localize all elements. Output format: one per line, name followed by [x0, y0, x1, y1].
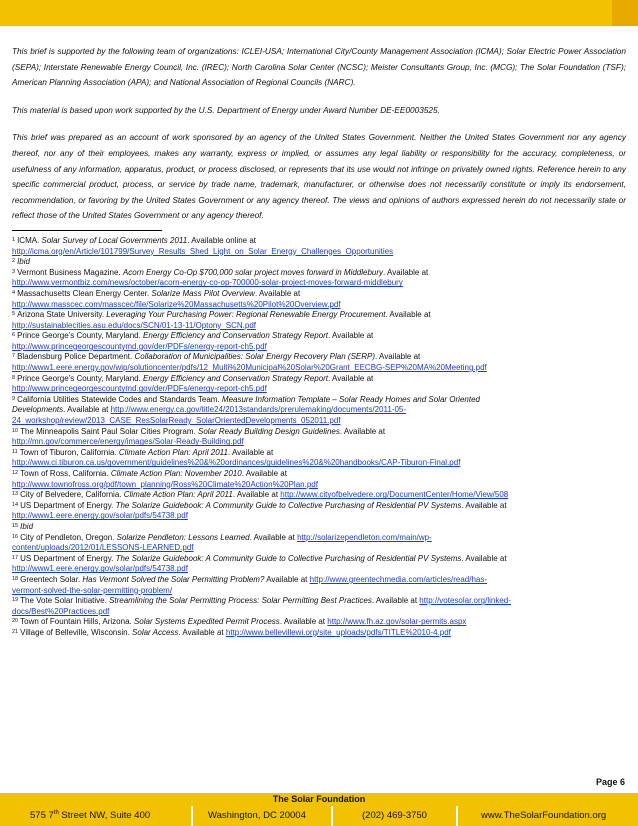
footer-website[interactable]: www.TheSolarFoundation.org — [481, 810, 607, 821]
footnote-5-link[interactable]: http://sustainablecities.asu.edu/docs/SCN/01-13-11/Optony_SCN.pdf — [12, 320, 256, 330]
footnote-7: $^7$ Bladensburg Police Department. Collaboration of Municipalities: Solar Energy Recovery Plan (SERP). Available at — [12, 352, 421, 362]
footnote-6: $^6$ Prince George’s County, Maryland. Energy Efficiency and Conservation Strategy Report. Available at — [12, 331, 374, 341]
footer-address: 575 7th Street NW, Suite 400 — [30, 810, 151, 822]
footnote-8: $^8$ Prince George’s County, Maryland. Energy Efficiency and Conservation Strategy Report. Available at — [12, 373, 374, 383]
footnote-13-link[interactable]: http://www.cityofbelvedere.org/DocumentCenter/Home/View/508 — [280, 490, 509, 500]
footer-divider — [331, 806, 333, 826]
footer-org-name: The Solar Foundation — [272, 794, 366, 804]
top-banner — [0, 0, 638, 26]
footnote-18-link-cont[interactable]: vermont-solved-the-solar-permitting-problem/ — [12, 585, 173, 595]
footer-bar — [0, 793, 638, 826]
footnote-20-link[interactable]: http://www.fh.az.gov/solar-permits.aspx — [327, 617, 467, 627]
footnote-8-link[interactable]: http://www.princegeorgescountymd.gov/der/PDFs/energy-report-ch5.pdf — [12, 384, 267, 394]
footer-city: Washington, DC 20004 — [208, 810, 306, 821]
footnote-16: $^{16}$ City of Pendleton, Oregon. Solarize Pendleton: Lessons Learned. Available at http://solarizependleton.com/main/wp- — [12, 532, 432, 542]
footnote-1-link[interactable]: http://icma.org/en/Article/101799/Survey_Results_Shed_Light_on_Solar_Energy_Challenges_Opportunities — [12, 246, 394, 256]
footnote-17-link[interactable]: http://www1.eere.energy.gov/solar/pdfs/54738.pdf — [12, 564, 188, 574]
footnote-15: $^{15}$ Ibid — [12, 521, 34, 531]
top-banner-cap — [612, 0, 638, 26]
footnote-19: $^{19}$ The Vote Solar Initiative. Streamlining the Solar Permitting Process: Solar Permitting Best Practices. Available at http://votesolar.org/linked- — [12, 596, 511, 606]
footnote-3: $^3$ Vermont Business Magazine. Acorn Energy Co-Op $700,000 solar project moves forward in Middlebury. Available at — [12, 267, 429, 277]
footnote-14: $^{14}$ US Department of Energy. The Solarize Guidebook: A Community Guide to Collective Purchasing of Residential PV Systems. Available at — [12, 500, 507, 510]
footnote-21: $^{21}$ Village of Belleville, Wisconsin. Solar Access. Available at http://www.bellevillewi.org/site_uploads/pdfs/TITLE%2010-4.pdf — [12, 627, 451, 637]
disclaimer-paragraph: This brief was prepared as an account of work sponsored by an agency of the United States Government. Neither the United States Government nor any agency thereof, nor any of their employees, makes any warranty, express or implied, or assumes any legal liability or responsibility for the accuracy, completeness, or usefulness of any information, apparatus, product, or process disclosed, or represents that its use would not infringe on privately owned rights. Reference herein to any specific commercial product, process, or service by trade name, trademark, manufacturer, or otherwise does not necessarily constitute or imply its endorsement, recommendation, or favoring by the United States Government or any agency thereof. The views and opinions of authors expressed herein do not necessarily state or reflect those of the United States Government or any agency thereof. — [12, 133, 626, 221]
page-number: Page 6 — [595, 777, 625, 787]
footnote-19-link[interactable]: http://votesolar.org/linked- — [419, 596, 511, 606]
footnote-11: $^{11}$ Town of Tiburon, California. Climate Action Plan: April 2011. Available at — [12, 447, 274, 457]
footnote-21-link[interactable]: http://www.bellevillewi.org/site_uploads/pdfs/TITLE%2010-4.pdf — [225, 627, 451, 637]
footnote-16-link-cont[interactable]: content/uploads/2012/01/LESSONS-LEARNED.pdf — [12, 543, 194, 553]
footnote-10-link[interactable]: http://mn.gov/commerce/energy/images/Solar-Ready-Building.pdf — [12, 437, 244, 447]
footnote-13: $^{13}$ City of Belvedere, California. Climate Action Plan: April 2011. Available at http://www.cityofbelvedere.org/DocumentCenter/Home/View/508 — [12, 490, 509, 500]
footnote-16-link[interactable]: http://solarizependleton.com/main/wp- — [297, 532, 432, 542]
footnote-9-link-cont[interactable]: 24_workshop/review/2013_CASE_ResSolarReady_SolarOrientedDevelopments_052011.pdf — [12, 416, 341, 426]
footnote-9-link[interactable]: http://www.energy.ca.gov/title24/2013standards/prerulemaking/documents/2011-05- — [110, 405, 407, 415]
footnote-divider — [12, 230, 162, 231]
footnote-1: $^1$ ICMA. Solar Survey of Local Governments 2011. Available online at — [12, 235, 257, 245]
footer-phone: (202) 469-3750 — [362, 810, 427, 821]
footnote-3-link[interactable]: http://www.vermontbiz.com/news/october/acorn-energy-co-op-700000-solar-project-moves-forward-middlebury — [12, 278, 403, 288]
footnote-12: $^{12}$ Town of Ross, California. Climate Action Plan: November 2010. Available at — [12, 469, 287, 478]
footnote-17: $^{17}$ US Department of Energy. The Solarize Guidebook: A Community Guide to Collective Purchasing of Residential PV Systems. Available at — [12, 553, 507, 563]
footnote-2: $^2$ Ibid — [12, 257, 30, 267]
footnote-7-link[interactable]: http://www1.eere.energy.gov/wip/solutioncenter/pdfs/12_Multi%20Municipal%20Solar%20Grant_EECBG-SEP%20MA%20Meeting.pdf — [12, 363, 487, 373]
footnote-6-link[interactable]: http://www.princegeorgescountymd.gov/der/PDFs/energy-report-ch5.pdf — [12, 341, 267, 351]
footnote-18-link[interactable]: http://www.greentechmedia.com/articles/read/has- — [309, 574, 488, 584]
footnote-9: $^9$ California Utilities Statewide Codes and Standards Team. Measure Information Template – Solar Ready Homes and Solar Oriented — [12, 394, 480, 404]
footnote-10: $^{10}$ The Minneapolis Saint Paul Solar Cities Program. Solar Ready Building Design Guidelines. Available at — [12, 426, 386, 436]
doe-award-paragraph: This material is based upon work supported by the U.S. Department of Energy under Award Number DE-EE0003525. — [12, 105, 440, 115]
support-paragraph: This brief is supported by the following team of organizations: ICLEI-USA; International City/County Management Association (ICMA); Solar Electric Power Association (SEPA); Interstate Renewable Energy Council, Inc. (IREC); North Carolina Solar Center (NCSC); Meister Consultants Group, Inc. (MCG); The Solar Foundation (TSF); American Planning Association (APA); and National Association of Regional Councils (NARC). — [12, 47, 626, 88]
footnote-5: $^5$ Arizona State University. Leveraging Your Purchasing Power: Regional Renewable Energy Procurement. Available at — [12, 310, 431, 320]
footnote-4: $^4$ Massachusetts Clean Energy Center. Solarize Mass Pilot Overview. Available at — [12, 288, 301, 298]
footnote-12-link[interactable]: http://www.townofross.org/pdf/town_planning/Ross%20Climate%20Action%20Plan.pdf — [12, 479, 318, 489]
footnote-4-link[interactable]: http://www.masscec.com/masscec/file/Solarize%20Massachusetts%20Pilot%20Overview.pdf — [12, 299, 341, 309]
footnote-11-link[interactable]: http://www.ci.tiburon.ca.us/government/guidelines%20&%20ordinances/guidelines%20&%20handbooks/CAP-Tiburon-Final.pdf — [12, 458, 461, 468]
footnote-list: $^1$ ICMA. Solar Survey of Local Governments 2011. Available online at http://icma.org/en/Article/101799/Survey_Results_Shed_Light_on_Solar_Energy_Challenges_Opportunities $^2$ Ibid $^3$ Vermont Business Magazine. Acorn Energy Co-Op $700,000 solar project moves forward in Middlebury. Available at http://www.vermontbiz.com/news/october/acorn-energy-co-op-700000-solar-project-moves-forward-middlebury $^4$ Massachusetts Clean Energy Center. Solarize Mass Pilot Overview. Available at http://www.masscec.com/masscec/file/Solarize%20Massachusetts%20Pilot%20Overview.pdf $^5$ Arizona State University. Leveraging Your Purchasing Power: Regional Renewable Energy Procurement. Available at http://sustainablecities.asu.edu/docs/SCN/01-13-11/Optony_SCN.pdf $^6$ Prince George’s County, Maryland. Energy Efficiency and Conservation Strategy Report. Available at http://www.princegeorgescountymd.gov/der/PDFs/energy-report-ch5.pdf $^7$ Bladensburg Police Department. Collaboration of Municipalities: Solar Energy Recovery Plan (SERP). Available at http://www1.eere.energy.gov/wip/solutioncenter/pdfs/12_Multi%20Municipal%20Solar%20Grant_EECBG-SEP%20MA%20Meeting.pdf $^8$ Prince George’s County, Maryland. Energy Efficiency and Conservation Strategy Report. Available at http://www.princegeorgescountymd.gov/der/PDFs/energy-report-ch5.pdf $^9$ California Utilities Statewide Codes and Standards Team. Measure Information Template – Solar Ready Homes and Solar Oriented Developments. Available at http://www.energy.ca.gov/title24/2013standards/prerulemaking/documents/2011-05- 24_workshop/review/2013_CASE_ResSolarReady_SolarOrientedDevelopments_052011.pdf $^{10}$ The Minneapolis Saint Paul Solar Cities Program. Solar Ready Building Design Guidelines. Available at http://mn.gov/commerce/energy/images/Solar-Ready-Building.pdf $^{11}$ Town of Tiburon, California. Climate Action Plan: April 2011. Available at http://www.ci.tiburon.ca.us/government/guidelines%20&%20ordinances/guidelines%20&%20handbooks/CAP-Tiburon-Final.pdf $^{12}$ Town of Ross, California. Climate Action Plan: November 2010. Available at http://www.townofross.org/pdf/town_planning/Ross%20Climate%20Action%20Plan.pdf $^{13}$ City of Belvedere, California. Climate Action Plan: April 2011. Available at http://www.cityofbelvedere.org/DocumentCenter/Home/View/508 $^{14}$ US Department of Energy. The Solarize Guidebook: A Community Guide to Collective Purchasing of Residential PV Systems. Available at http://www1.eere.energy.gov/solar/pdfs/54738.pdf $^{15}$ Ibid $^{16}$ City of Pendleton, Oregon. Solarize Pendleton: Lessons Learned. Available at http://solarizependleton.com/main/wp- content/uploads/2012/01/LESSONS-LEARNED.pdf $^{17}$ US Department of Energy. The Solarize Guidebook: A Community Guide to Collective Purchasing of Residential PV Systems. Available at http://www1.eere.energy.gov/solar/pdfs/54738.pdf $^{18}$ Greentech Solar. Has Vermont Solved the Solar Permitting Problem? Available at http://www.greentechmedia.com/articles/read/has- vermont-solved-the-solar-permitting-problem/ $^{19}$ The Vote Solar Initiative. Streamlining the Solar Permitting Process: Solar Permitting Best Practices. Available at http://votesolar.org/linked- docs/Best%20Practices.pdf $^{20}$ Town of Fountain Hills, Arizona. Solar Systems Expedited Permit Process. Available at http://www.fh.az.gov/solar-permits.aspx $^{21}$ Village of Belleville, Wisconsin. Solar Access. Available at http://www.bellevillewi.org/site_uploads/pdfs/TITLE%2010-4.pdf — [12, 236, 626, 639]
footnote-20: $^{20}$ Town of Fountain Hills, Arizona. Solar Systems Expedited Permit Process. Available at http://www.fh.az.gov/solar-permits.aspx — [12, 617, 467, 627]
footer-divider — [456, 806, 458, 826]
page-body — [12, 44, 626, 639]
footnote-18: $^{18}$ Greentech Solar. Has Vermont Solved the Solar Permitting Problem? Available at http://www.greentechmedia.com/articles/read/has- — [12, 574, 488, 584]
footer-divider — [191, 806, 193, 826]
footnote-14-link[interactable]: http://www1.eere.energy.gov/solar/pdfs/54738.pdf — [12, 511, 188, 521]
footnote-19-link-cont[interactable]: docs/Best%20Practices.pdf — [12, 606, 110, 616]
